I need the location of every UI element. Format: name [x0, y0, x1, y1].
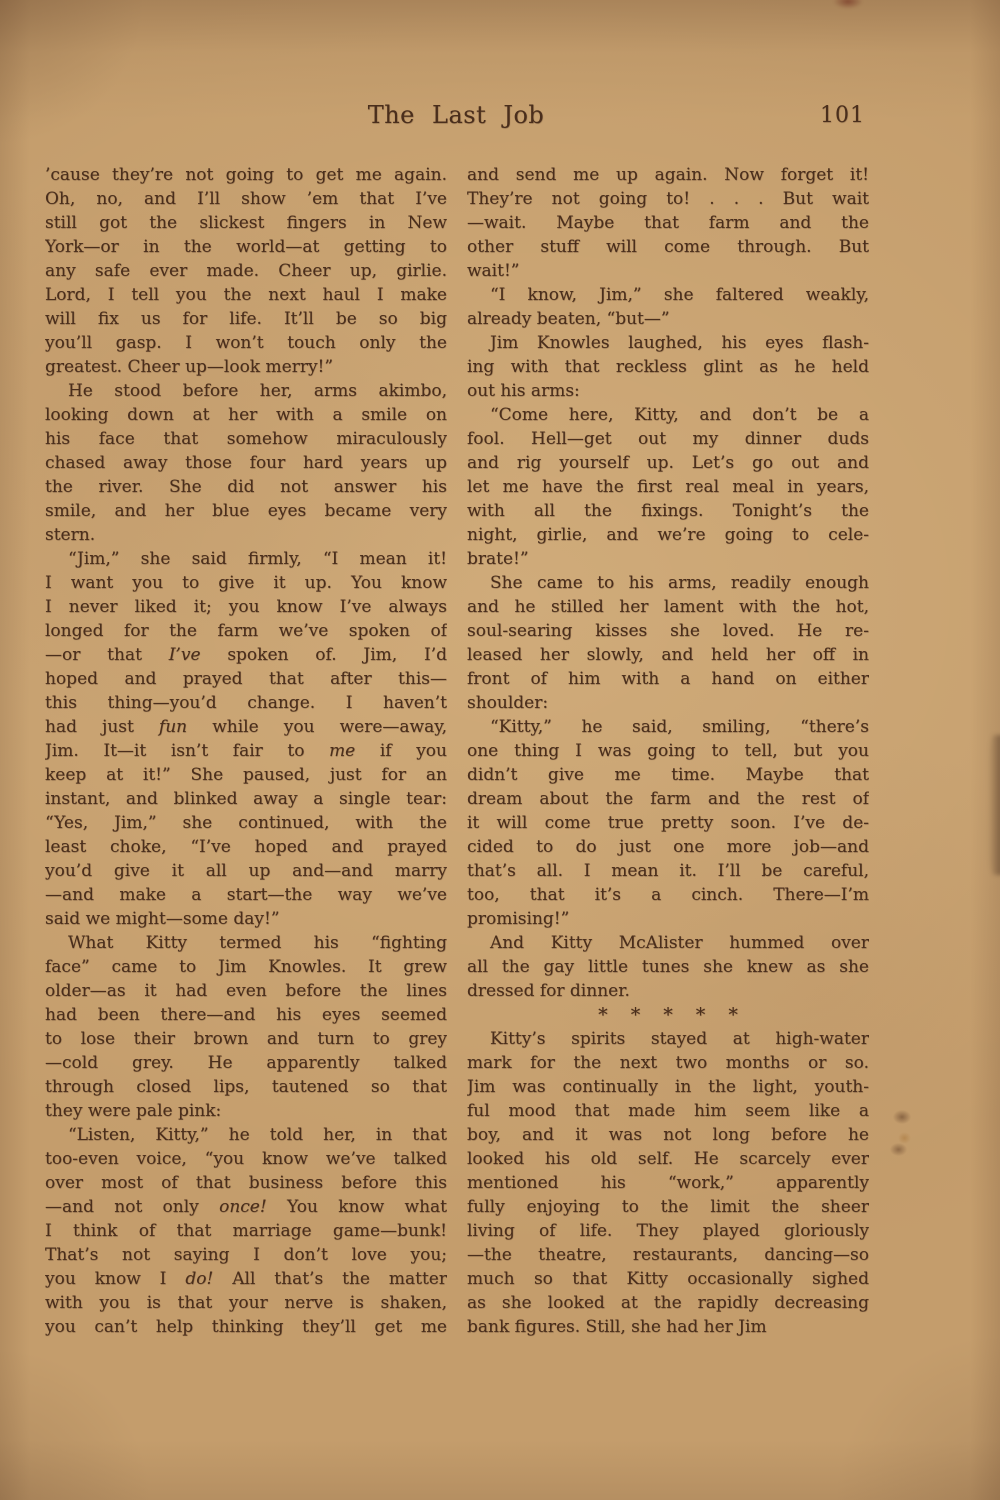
text-run: stern. — [45, 525, 96, 545]
text-run: fully enjoying to the limit the sheer — [467, 1197, 869, 1217]
text-line — [45, 259, 447, 283]
text-run: I want you to give it up. You know — [45, 573, 447, 593]
text-line — [45, 1123, 447, 1147]
text-line — [45, 523, 447, 547]
text-line — [45, 1147, 447, 1171]
text-line — [467, 331, 869, 355]
text-run: “Kitty,” he said, smiling, “there’s — [489, 717, 869, 737]
text-line — [467, 571, 869, 595]
text-run: That’s not saying I don’t love you; — [45, 1245, 447, 1265]
text-run: through closed lips, tautened so that — [45, 1077, 447, 1097]
text-line — [467, 1171, 869, 1195]
text-line — [467, 379, 869, 403]
text-line — [45, 283, 447, 307]
text-run: you’d give it all up and—and marry — [45, 861, 447, 881]
text-line — [45, 1027, 447, 1051]
text-run: York—or in the world—at getting to — [45, 237, 447, 257]
text-line — [45, 547, 447, 571]
page-title: The Last Job — [367, 101, 545, 129]
text-run: it will come true pretty soon. I’ve de- — [467, 813, 869, 833]
text-run: Jim Knowles laughed, his eyes flash- — [489, 333, 869, 353]
text-line — [467, 931, 869, 955]
text-line — [45, 1195, 447, 1219]
text-run: the river. She did not answer his — [45, 477, 447, 497]
text-line — [467, 763, 869, 787]
text-run: You know what — [266, 1197, 447, 1217]
text-run: one thing I was going to tell, but you — [467, 741, 869, 761]
page-number: 101 — [820, 103, 865, 128]
text-run: She came to his arms, readily enough — [489, 573, 869, 593]
text-line — [467, 403, 869, 427]
text-run: to lose their brown and turn to grey — [45, 1029, 447, 1049]
text-run: “Yes, Jim,” she continued, with the — [45, 813, 447, 833]
text-run: ’cause they’re not going to get me again. — [45, 165, 447, 185]
text-column-right — [467, 163, 869, 1339]
text-line — [45, 571, 447, 595]
text-run: dream about the farm and the rest of — [467, 789, 869, 809]
section-separator — [467, 1003, 869, 1027]
text-line — [467, 1051, 869, 1075]
text-run: mark for the next two months or so. — [467, 1053, 869, 1073]
text-run: soul-searing kisses she loved. He re- — [467, 621, 869, 641]
text-line — [45, 979, 447, 1003]
text-run: instant, and blinked away a single tear: — [45, 789, 447, 809]
text-line — [467, 739, 869, 763]
text-run: “I know, Jim,” she faltered weakly, — [489, 285, 869, 305]
text-run: too-even voice, “you know we’ve talked — [45, 1149, 447, 1169]
text-line — [467, 283, 869, 307]
text-run: face” came to Jim Knowles. It grew — [45, 957, 447, 977]
text-line — [45, 955, 447, 979]
text-run: out his arms: — [467, 381, 580, 401]
text-line — [467, 835, 869, 859]
text-run: Oh, no, and I’ll show ’em that I’ve — [45, 189, 447, 209]
text-run: And Kitty McAlister hummed over — [489, 933, 869, 953]
text-run: and he stilled her lament with the hot, — [467, 597, 869, 617]
text-run: leased her slowly, and held her off in — [467, 645, 869, 665]
text-line — [467, 211, 869, 235]
text-line — [45, 1219, 447, 1243]
text-line — [45, 643, 447, 667]
text-run: I never liked it; you know I’ve always — [45, 597, 447, 617]
text-line — [45, 859, 447, 883]
text-run: I think of that marriage game—bunk! — [45, 1221, 447, 1241]
text-run: living of life. They played gloriously — [467, 1221, 869, 1241]
text-line — [467, 259, 869, 283]
text-run: all the gay little tunes she knew as she — [467, 957, 869, 977]
text-line — [45, 427, 447, 451]
text-line — [467, 1267, 869, 1291]
text-line — [45, 1315, 447, 1339]
text-run: had been there—and his eyes seemed — [45, 1005, 447, 1025]
text-line — [467, 1195, 869, 1219]
text-run: too, that it’s a cinch. There—I’m — [467, 885, 869, 905]
text-line — [467, 715, 869, 739]
text-line — [467, 1147, 869, 1171]
text-run: mentioned his “work,” apparently — [467, 1173, 869, 1193]
text-run: you can’t help thinking they’ll get me — [45, 1317, 447, 1337]
text-line — [45, 787, 447, 811]
text-line — [467, 883, 869, 907]
paper-stain — [833, 0, 863, 9]
text-run: keep at it!” She paused, just for an — [45, 765, 447, 785]
text-line — [467, 451, 869, 475]
text-run: —and make a start—the way we’ve — [45, 885, 447, 905]
text-run: —cold grey. He apparently talked — [45, 1053, 447, 1073]
text-line — [467, 619, 869, 643]
text-run: hoped and prayed that after this— — [45, 669, 447, 689]
text-run: while you were—away, — [187, 717, 447, 737]
text-line — [45, 691, 447, 715]
text-line — [45, 1243, 447, 1267]
text-line — [467, 499, 869, 523]
text-run: over most of that business before this — [45, 1173, 447, 1193]
text-run: they were pale pink: — [45, 1101, 222, 1121]
text-run: this thing—you’d change. I haven’t — [45, 693, 447, 713]
text-line — [45, 499, 447, 523]
text-run: wait!” — [467, 261, 520, 281]
text-run: that’s all. I mean it. I’ll be careful, — [467, 861, 869, 881]
text-run: much so that Kitty occasionally sighed — [467, 1269, 869, 1289]
italic-text-run: I’ve — [168, 645, 201, 665]
text-run: They’re not going to! . . . But wait — [467, 189, 869, 209]
italic-text-run: fun — [158, 717, 188, 737]
text-line — [45, 235, 447, 259]
text-run: boy, and it was not long before he — [467, 1125, 869, 1145]
text-line — [45, 907, 447, 931]
text-run: front of him with a hand on either — [467, 669, 869, 689]
text-line — [45, 811, 447, 835]
text-run: already beaten, “but—” — [467, 309, 670, 329]
text-line — [467, 643, 869, 667]
text-line — [467, 355, 869, 379]
text-run: brate!” — [467, 549, 529, 569]
text-run: cided to do just one more job—and — [467, 837, 869, 857]
text-line — [467, 523, 869, 547]
text-line — [45, 619, 447, 643]
italic-text-run: once! — [219, 1197, 267, 1217]
text-run: longed for the farm we’ve spoken of — [45, 621, 447, 641]
text-run: —wait. Maybe that farm and the — [467, 213, 869, 233]
text-run: * * * * * — [598, 1004, 738, 1026]
text-line — [45, 1291, 447, 1315]
text-run: promising!” — [467, 909, 570, 929]
text-line — [45, 763, 447, 787]
text-line — [45, 211, 447, 235]
text-line — [467, 187, 869, 211]
text-line — [467, 1291, 869, 1315]
text-line — [45, 1075, 447, 1099]
text-line — [45, 163, 447, 187]
text-run: shoulder: — [467, 693, 549, 713]
text-run: and send me up again. Now forget it! — [467, 165, 869, 185]
text-run: “Jim,” she said firmly, “I mean it! — [67, 549, 447, 569]
text-line — [45, 1099, 447, 1123]
text-run: as she looked at the rapidly decreasing — [467, 1293, 869, 1313]
text-line — [467, 427, 869, 451]
text-run: said we might—some day!” — [45, 909, 280, 929]
text-line — [45, 187, 447, 211]
text-run: will fix us for life. It’ll be so big — [45, 309, 447, 329]
text-line — [45, 475, 447, 499]
text-line — [467, 235, 869, 259]
text-line — [45, 1171, 447, 1195]
text-line — [467, 595, 869, 619]
text-run: with you is that your nerve is shaken, — [45, 1293, 447, 1313]
text-line — [467, 1315, 869, 1339]
text-line — [45, 835, 447, 859]
text-line — [45, 307, 447, 331]
text-line — [467, 787, 869, 811]
text-line — [467, 667, 869, 691]
text-run: What Kitty termed his “fighting — [67, 933, 447, 953]
text-run: looked his old self. He scarcely ever — [467, 1149, 869, 1169]
text-column-left — [45, 163, 447, 1339]
paper-stain — [890, 1143, 907, 1156]
paper-stain — [898, 1132, 911, 1144]
text-run: dressed for dinner. — [467, 981, 630, 1001]
text-run: you know I — [45, 1269, 186, 1289]
text-run: “Listen, Kitty,” he told her, in that — [67, 1125, 447, 1145]
text-line — [467, 1243, 869, 1267]
text-line — [467, 955, 869, 979]
text-run: ful mood that made him seem like a — [467, 1101, 869, 1121]
text-line — [467, 1099, 869, 1123]
text-line — [467, 475, 869, 499]
text-run: still got the slickest fingers in New — [45, 213, 447, 233]
text-run: —and not only — [45, 1197, 220, 1217]
text-line — [467, 979, 869, 1003]
text-run: you’ll gasp. I won’t touch only the — [45, 333, 447, 353]
text-line — [467, 1075, 869, 1099]
text-run: Kitty’s spirits stayed at high-water — [489, 1029, 869, 1049]
text-line — [467, 1123, 869, 1147]
text-run: ing with that reckless glint as he held — [467, 357, 869, 377]
text-run: All that’s the matter — [213, 1269, 447, 1289]
text-line — [45, 1003, 447, 1027]
text-line — [467, 1027, 869, 1051]
text-run: greatest. Cheer up—look merry!” — [45, 357, 334, 377]
text-line — [45, 715, 447, 739]
text-run: fool. Hell—get out my dinner duds — [467, 429, 869, 449]
text-run: —or that — [45, 645, 169, 665]
text-line — [467, 163, 869, 187]
text-line — [45, 1267, 447, 1291]
text-run: spoken of. Jim, I’d — [200, 645, 447, 665]
text-run: bank figures. Still, she had her Jim — [467, 1317, 767, 1337]
italic-text-run: me — [329, 741, 356, 761]
page-edge-shadow — [987, 735, 1000, 875]
text-line — [467, 859, 869, 883]
text-run: if you — [355, 741, 447, 761]
text-run: Jim. It—it isn’t fair to — [45, 741, 330, 761]
text-run: “Come here, Kitty, and don’t be a — [489, 405, 869, 425]
text-run: other stuff will come through. But — [467, 237, 869, 257]
text-line — [467, 691, 869, 715]
text-line — [45, 331, 447, 355]
text-line — [45, 355, 447, 379]
text-line — [467, 907, 869, 931]
text-run: had just — [45, 717, 159, 737]
text-run: —the theatre, restaurants, dancing—so — [467, 1245, 869, 1265]
text-line — [45, 379, 447, 403]
text-line — [45, 883, 447, 907]
text-run: Lord, I tell you the next haul I make — [45, 285, 447, 305]
text-run: looking down at her with a smile on — [45, 405, 447, 425]
text-run: chased away those four hard years up — [45, 453, 447, 473]
text-line — [45, 931, 447, 955]
text-run: his face that somehow miraculously — [45, 429, 447, 449]
text-run: with all the fixings. Tonight’s the — [467, 501, 869, 521]
text-line — [45, 1051, 447, 1075]
text-run: older—as it had even before the lines — [45, 981, 447, 1001]
italic-text-run: do! — [185, 1269, 214, 1289]
text-run: didn’t give me time. Maybe that — [467, 765, 869, 785]
text-line — [45, 739, 447, 763]
text-line — [45, 403, 447, 427]
text-run: He stood before her, arms akimbo, — [67, 381, 447, 401]
text-run: smile, and her blue eyes became very — [45, 501, 447, 521]
text-line — [467, 1219, 869, 1243]
text-run: let me have the first real meal in years, — [467, 477, 869, 497]
text-run: Jim was continually in the light, youth- — [467, 1077, 869, 1097]
paper-stain — [893, 1110, 911, 1124]
text-run: least choke, “I’ve hoped and prayed — [45, 837, 447, 857]
text-columns — [45, 163, 869, 1339]
text-line — [467, 307, 869, 331]
text-line — [467, 547, 869, 571]
text-run: any safe ever made. Cheer up, girlie. — [45, 261, 447, 281]
text-line — [45, 595, 447, 619]
text-line — [45, 451, 447, 475]
text-line — [467, 811, 869, 835]
text-line — [45, 667, 447, 691]
text-run: and rig yourself up. Let’s go out and — [467, 453, 869, 473]
text-run: night, girlie, and we’re going to cele- — [467, 525, 869, 545]
